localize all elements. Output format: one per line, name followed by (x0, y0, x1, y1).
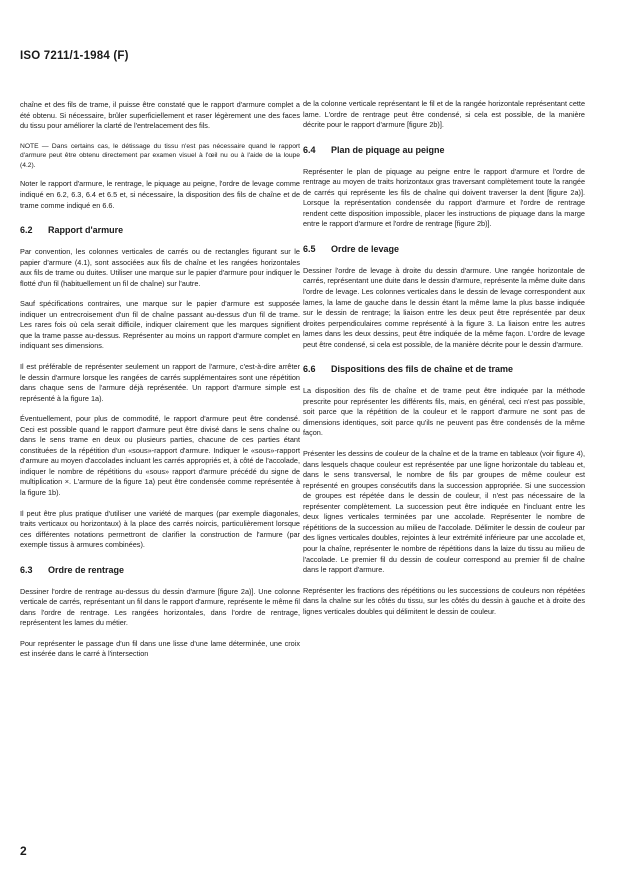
section-title: Rapport d'armure (48, 225, 124, 236)
section-number: 6.5 (303, 243, 316, 254)
paragraph: de la colonne verticale représentant le fil et de la rangée horizontale représentant cette lame. L'ordre de rentrage peut être condensé, si cela est possible, de la manière décrite pour le rapport d'armure [figure 2b)]. (303, 99, 585, 130)
section-heading-6-5 (303, 244, 585, 255)
paragraph: Par convention, les colonnes verticales de carrés ou de rectangles figurant sur le papier d'armure (4.1), sont associées aux fils de chaîne et les rangées horizontales aux fils de trame ou duites. Utiliser une marque sur le papier d'armure pour indiquer le flotté d'un fil (habituellement un fil de chaîne) sur l'autre. (20, 247, 300, 288)
left-column (20, 100, 300, 670)
paragraph: La disposition des fils de chaîne et de trame peut être indiquée par la méthode prescrite pour représenter les différents fils, mais, en général, ceci n'est pas possible, soit parce que la répétition de la couleur et le rapport d'armure ne sont pas de dimensions identiques, soit parce qu'ils ne peuvent pas être condensés de la même façon. (303, 386, 585, 438)
section-heading-6-2 (20, 225, 300, 236)
paragraph: Il peut être plus pratique d'utiliser une variété de marques (par exemple diagonales, traits verticaux ou horizontaux) à la place des carrés noircis, particulièrement lorsque ces différentes notations permettront de clarifier la construction de l'armure (par exemple tissus à armures combinées). (20, 508, 300, 550)
paragraph: Pour représenter le passage d'un fil dans une lisse d'une lame déterminée, une croix est insérée dans le carré à l'intersection (20, 638, 300, 659)
section-heading-6-3 (20, 565, 300, 576)
section-number: 6.2 (20, 225, 33, 236)
section-number: 6.3 (20, 564, 33, 575)
section-number: 6.4 (303, 144, 316, 155)
section-title: Plan de piquage au peigne (331, 144, 445, 155)
section-title: Ordre de rentrage (48, 564, 125, 575)
paragraph: Représenter le plan de piquage au peigne entre le rapport d'armure et l'ordre de rentrage au moyen de traits horizontaux gras traversant complètement toute la rangée de carrés qui représente les fils de chaîne qui doivent traverser la dent [figure 2a)]. Lorsque la représentation condensée du rapport d'armure et l'ordre de rentrage rendent cette disposition impossible, placer les instructions de piquage dans la marge entre le rapport d'armure et l'ordre de rentrage [figure 2b)]. (303, 166, 585, 229)
document-header: ISO 7211/1-1984 (F) (20, 50, 129, 62)
paragraph: Représenter les fractions des répétitions ou les successions de couleurs non répétées dans la chaîne sur les côtés du tissu, sur les côtés du dessin à gauche et à droite des lignes verticales doubles qui délimitent le dessin de couleur. (303, 585, 585, 616)
paragraph: Noter le rapport d'armure, le rentrage, le piquage au peigne, l'ordre de levage comme indiqué en 6.2, 6.3, 6.4 et 6.5 et, si nécessaire, la disposition des fils de chaîne et de trame comme indiqué en 6.6. (20, 179, 300, 210)
paragraph: Éventuellement, pour plus de commodité, le rapport d'armure peut être condensé. Ceci est possible quand le rapport d'armure peut être divisé dans le sens chaîne ou dans le sens trame en deux ou plusieurs parties, chacune de ces parties étant constituées de la répétition d'un «sous»-rapport d'armure. Indiquer le «sous»-rapport d'armure au moyen d'accolades incluant les carrés appropriés et, à côté de l'accolade, indiquer le nombre de répétitions du «sous» rapport d'armure précédé du signe de multiplication ×. L'armure de la figure 1a) peut être condensée comme représentée à la figure 1b). (20, 414, 300, 497)
paragraph: Dessiner l'ordre de rentrage au-dessus du dessin d'armure [figure 2a)]. Une colonne verticale de carrés, représentant un fil dans le rapport d'armure, représente le même fil dans l'ordre de rentrage. Les rangées horizontales, dans l'ordre de rentrage, représentent les lames du métier. (20, 586, 300, 628)
section-title: Ordre de levage (331, 243, 400, 254)
section-number: 6.6 (303, 364, 316, 375)
section-title: Dispositions des fils de chaîne et de trame (331, 364, 514, 375)
section-heading-6-6 (303, 364, 585, 375)
section-heading-6-4 (303, 145, 585, 156)
right-column (303, 99, 585, 627)
paragraph: Dessiner l'ordre de levage à droite du dessin d'armure. Une rangée horizontale de carrés, représentant une duite dans le dessin d'armure, représente la même duite dans l'ordre de levage. Les colonnes verticales dans le dessin de levage correspondent aux lames, la lame de gauche dans le dessin étant la même lame la plus basse indiquée sur le dessin de rentrage; la liaison entre les deux peut être représentée par deux droites perpendiculaires comme représenté à la figure 3. La liaison entre les autres lames dans les deux dessins, peut être indiquée de la même façon. L'ordre de levage peut être condensé, si cela est possible, de la manière décrite pour le dessin d'armure. (303, 265, 585, 349)
note: NOTE — Dans certains cas, le détissage du tissu n'est pas nécessaire quand le rapport d'armure peut être obtenu directement par examen visuel à l'œil nu ou à l'aide de la loupe (4.2). (20, 142, 300, 169)
paragraph: chaîne et des fils de trame, il puisse être constaté que le rapport d'armure complet a été obtenu. Si nécessaire, brûler superficiellement et raser légèrement une des faces du tissu pour améliorer la clarté de l'entrelacement des fils. (20, 100, 300, 131)
paragraph: Il est préférable de représenter seulement un rapport de l'armure, c'est-à-dire arrêter le dessin d'armure lorsque les rangées de carrés supplémentaires sont une répétition dans chaque sens de l'armure déjà représentée. Un rapport d'armure simple est représenté à la figure 1a). (20, 361, 300, 403)
paragraph: Présenter les dessins de couleur de la chaîne et de la trame en tableaux (voir figure 4), dans lesquels chaque couleur est représentée par une ligne horizontale du tableau et, dans le sens transversal, le nombre de fils par groupes de même couleur est représenté en groupes consécutifs dans la succession appropriée. Si une succession de groupes est répétée dans le dessin de couleur, il n'est pas nécessaire de la représenter complètement. La succession peut être indiquée en l'incluant entre les deux lignes verticales terminées par une accolade. Représenter le nombre de répétitions de la succession au milieu de l'accolade. Délimiter le dessin de couleur par des lignes verticales doubles, rejointes à leur extrémité inférieure par une accolade et, pour la chaîne, représenter le nombre de répétitions dans la laize du tissu au milieu de l'accolade. Le premier fil du dessin de couleur correspond au premier fil de chaîne dans le rapport d'armure. (303, 449, 585, 575)
paragraph: Sauf spécifications contraires, une marque sur le papier d'armure est supposée indiquer un entrecroisement d'un fil de chaîne passant au-dessus d'un fil de trame. Les rares fois où cela serait difficile, indiquer clairement que les marques signifient que la trame passe au-dessus. Représenter au moins un rapport d'armure complet en indiquant ses dimensions. (20, 299, 300, 351)
page-number: 2 (20, 844, 27, 858)
